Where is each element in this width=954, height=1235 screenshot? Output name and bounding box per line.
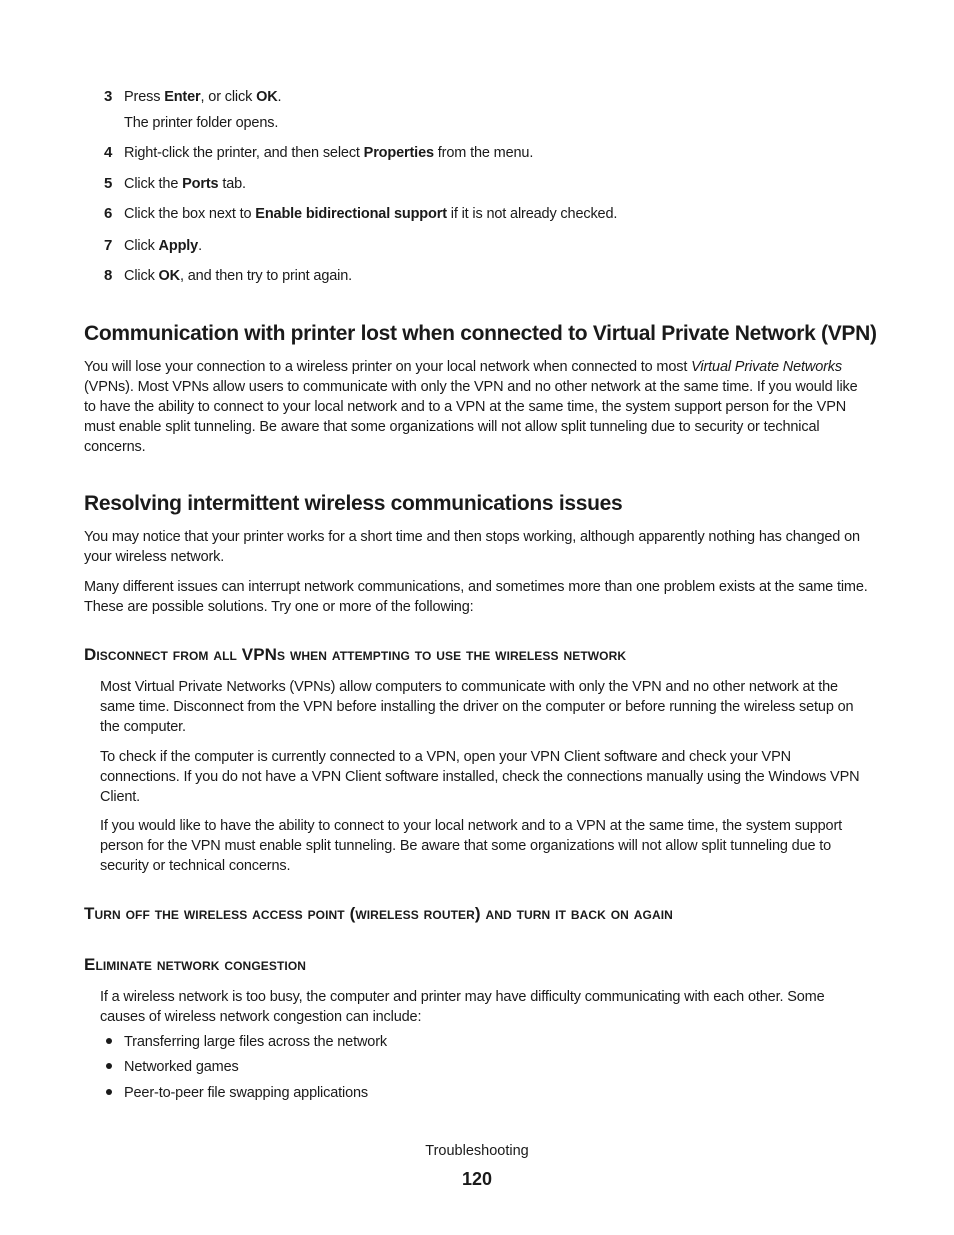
vpn-paragraph-text-end: (VPNs). Most VPNs allow users to communicate with only the VPN and no other network at the same time. If you would like to have the ability to connect to your local network and to a VPN at the same time, the system support person for the VPN must enable split tunneling. Be aware that some organizations will not allow split tunneling due to security or technical concerns. bbox=[84, 379, 858, 455]
step-text-part: . bbox=[198, 238, 202, 254]
subheading-disconnect-vpns: Disconnect from all VPNs when attempting to use the wireless network bbox=[84, 645, 627, 664]
vpn-paragraph-italic: Virtual Private Networks bbox=[691, 359, 842, 375]
step-ui-term: OK bbox=[256, 89, 278, 105]
footer-section-title: Troubleshooting bbox=[425, 1143, 529, 1159]
step-number: 3 bbox=[104, 88, 113, 105]
page-number: 120 bbox=[461, 1169, 493, 1189]
step-text-part: Click bbox=[124, 238, 159, 254]
congestion-paragraph: If a wireless network is too busy, the computer and printer may have difficulty communicating with each other. Some causes of wireless network congestion can include: bbox=[100, 989, 825, 1025]
disconnect-paragraph-3: If you would like to have the ability to connect to your local network and to a VPN at the same time, the system support person for the VPN must enable split tunneling. Be aware that some organizations will not allow split tunneling due to security or technical concerns. bbox=[100, 818, 843, 874]
step-ui-term: Enter bbox=[164, 89, 201, 105]
disconnect-paragraph-2: To check if the computer is currently connected to a VPN, open your VPN Client software and check your VPN connections. If you do not have a VPN Client software installed, check the connections manually using the Windows VPN Client. bbox=[100, 749, 860, 805]
step-number: 5 bbox=[104, 175, 113, 192]
step-text bbox=[124, 236, 202, 256]
step-text-part: if it is not already checked. bbox=[446, 206, 618, 222]
step-text bbox=[124, 87, 281, 107]
step-ui-term: Properties bbox=[363, 145, 434, 161]
step-result-note: The printer folder opens. bbox=[124, 115, 279, 131]
step-number: 8 bbox=[104, 267, 113, 284]
step-ui-term: Enable bidirectional support bbox=[255, 206, 447, 222]
step-text bbox=[124, 266, 352, 286]
step-number: 7 bbox=[104, 237, 113, 254]
list-item-text: Transferring large files across the network bbox=[124, 1034, 387, 1050]
bullet-dot-icon bbox=[106, 1089, 112, 1095]
step-text-part: Click the box next to bbox=[124, 206, 256, 222]
subheading-network-congestion: Eliminate network congestion bbox=[84, 955, 307, 974]
step-ui-term: Apply bbox=[158, 238, 199, 254]
step-text-part: Press bbox=[124, 89, 165, 105]
step-text bbox=[124, 143, 533, 163]
list-item-text: Peer-to-peer file swapping applications bbox=[124, 1085, 369, 1101]
step-text-part: Click the bbox=[124, 176, 183, 192]
step-text-part: Right-click the printer, and then select bbox=[124, 145, 364, 161]
step-number: 6 bbox=[104, 205, 113, 222]
intermittent-paragraph-2: Many different issues can interrupt network communications, and sometimes more than one problem exists at the same time. These are possible solutions. Try one or more of the following: bbox=[84, 579, 868, 615]
intermittent-paragraph-1: You may notice that your printer works for a short time and then stops working, although apparently nothing has changed on your wireless network. bbox=[84, 529, 860, 565]
step-text bbox=[124, 204, 617, 224]
step-text-part: , and then try to print again. bbox=[180, 268, 353, 284]
step-text-part: Click bbox=[124, 268, 159, 284]
vpn-paragraph bbox=[84, 357, 872, 457]
bullet-dot-icon bbox=[106, 1038, 112, 1044]
step-number: 4 bbox=[104, 144, 113, 161]
list-item-text: Networked games bbox=[124, 1059, 239, 1075]
step-text-part: tab. bbox=[218, 176, 246, 192]
step-ui-term: OK bbox=[158, 268, 180, 284]
step-text-part: . bbox=[277, 89, 282, 105]
bullet-dot-icon bbox=[106, 1063, 112, 1069]
disconnect-paragraph-1: Most Virtual Private Networks (VPNs) allow computers to communicate with only the VPN and no other network at the same time. Disconnect from the VPN before installing the driver on the computer or before running the wireless setup on the computer. bbox=[100, 679, 854, 735]
vpn-paragraph-text: You will lose your connection to a wireless printer on your local network when connected to most bbox=[84, 359, 692, 375]
section-heading-vpn: Communication with printer lost when connected to Virtual Private Network (VPN) bbox=[84, 322, 877, 345]
subheading-turn-off-router: Turn off the wireless access point (wireless router) and turn it back on again bbox=[84, 904, 673, 923]
step-text-part: from the menu. bbox=[433, 145, 534, 161]
step-text bbox=[124, 174, 246, 194]
step-ui-term: Ports bbox=[182, 176, 219, 192]
section-heading-intermittent: Resolving intermittent wireless communications issues bbox=[84, 492, 623, 515]
step-text-part: , or click bbox=[200, 89, 257, 105]
